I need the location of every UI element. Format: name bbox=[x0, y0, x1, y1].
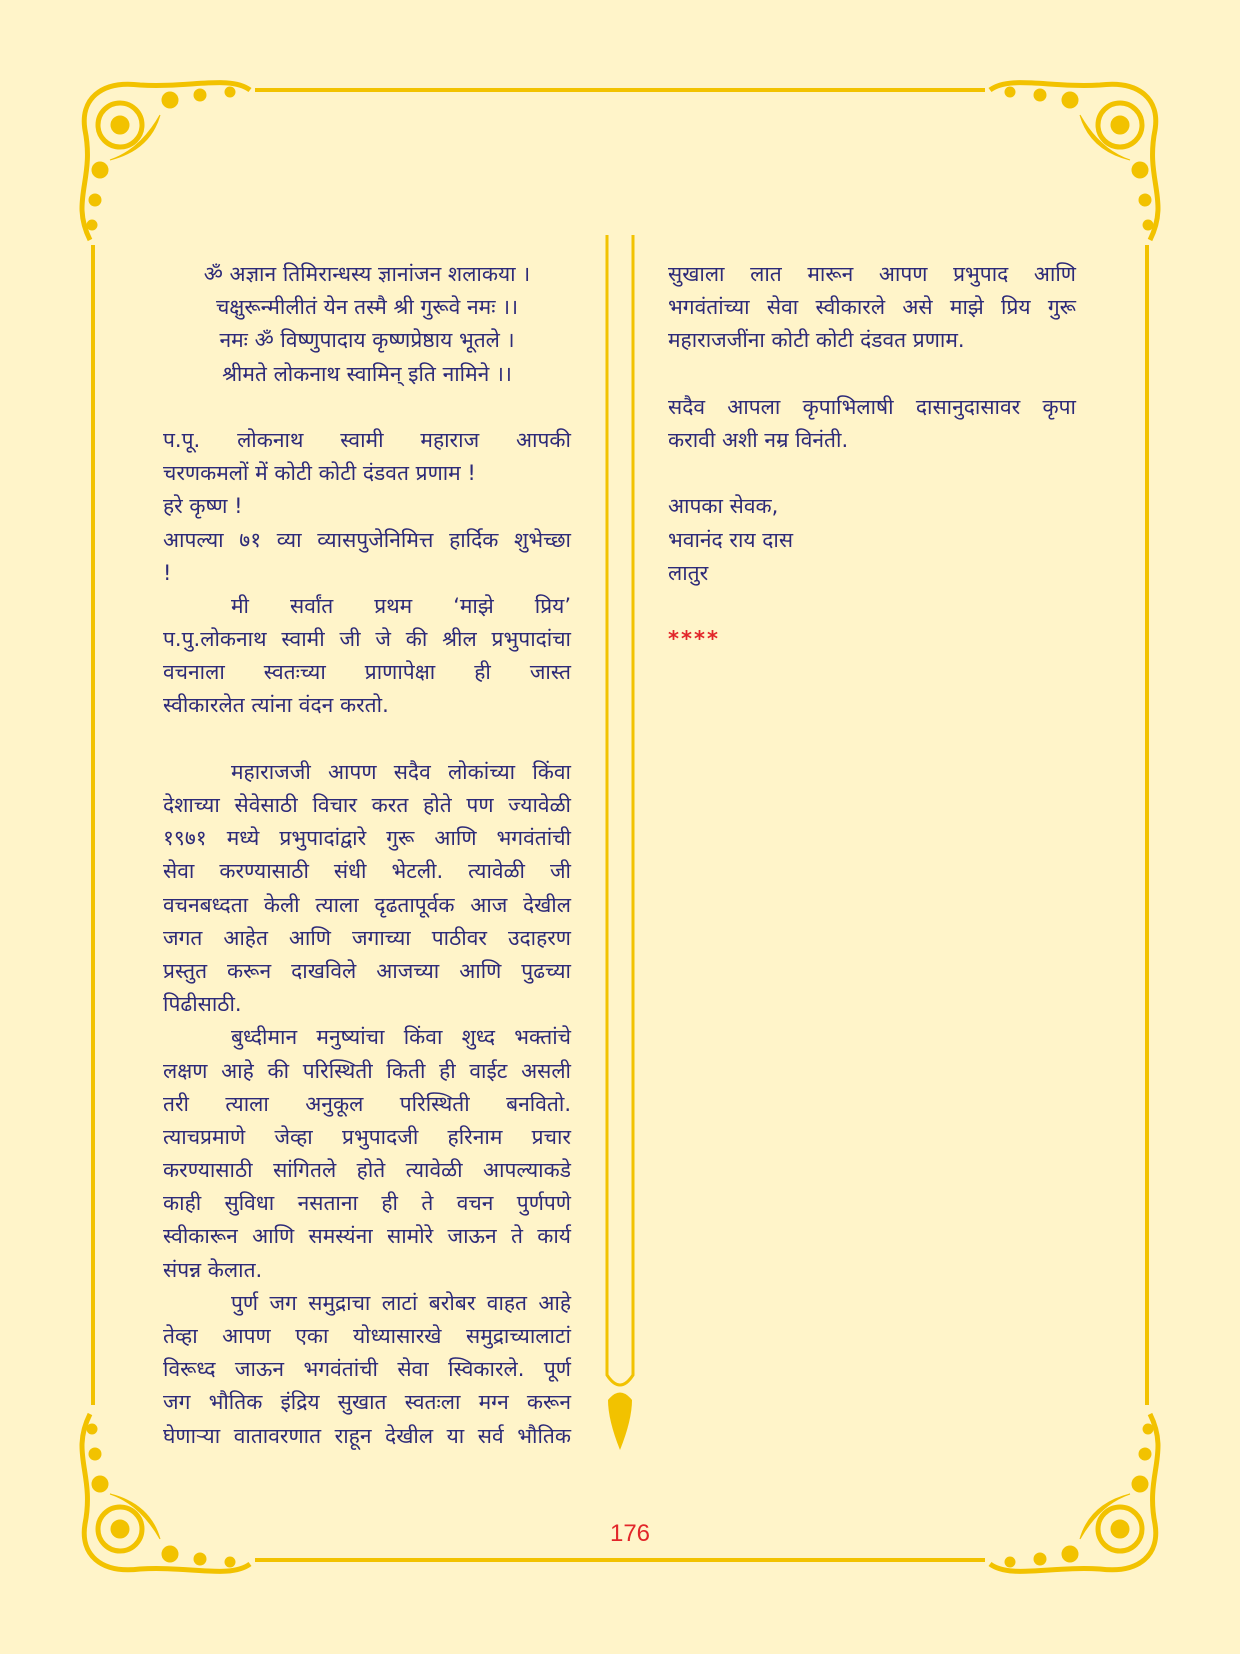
text-line: प्रस्तुत करून दाखविले आजच्या आणि पुढच्या bbox=[163, 958, 571, 983]
text-line: महाराजजी आपण सदैव लोकांच्या किंवा bbox=[231, 759, 571, 784]
text-line: मी सर्वांत प्रथम ‘माझे प्रिय’ bbox=[231, 593, 571, 618]
text-line: करावी अशी नम्र विनंती. bbox=[668, 427, 849, 452]
text-line: लक्षण आहे की परिस्थिती किती ही वाईट असली bbox=[163, 1058, 571, 1083]
text-line: पुर्ण जग समुद्राचा लाटां बरोबर वाहत आहे bbox=[231, 1290, 571, 1315]
blank-line bbox=[163, 723, 571, 756]
blank-line bbox=[668, 358, 1076, 391]
text-line: करण्यासाठी सांगितले होते त्यावेळी आपल्याकडे bbox=[163, 1158, 571, 1183]
text-line: स्वीकारून आणि समस्यंना सामोरे जाऊन ते कार्य bbox=[163, 1224, 571, 1249]
text-line: वचनबध्दता केली त्याला दृढतापूर्वक आज देखील bbox=[163, 892, 571, 917]
text-line: संपन्न केलात. bbox=[163, 1257, 263, 1282]
page-number: 176 bbox=[609, 1520, 651, 1547]
right-text-column bbox=[668, 258, 1076, 656]
text-line: जग भौतिक इंद्रिय सुखात स्वतःला मग्न करून bbox=[163, 1390, 571, 1415]
text-line: विरूध्द जाऊन भगवंतांची सेवा स्विकारले. पूर्ण bbox=[163, 1357, 571, 1382]
text-line: सदैव आपला कृपाभिलाषी दासानुदासावर कृपा bbox=[668, 394, 1076, 419]
divider-drop-icon bbox=[608, 1393, 632, 1451]
text-line: स्वीकारलेत त्यांना वंदन करतो. bbox=[163, 693, 389, 718]
text-line: पिढीसाठी. bbox=[163, 992, 242, 1017]
column-divider bbox=[607, 235, 633, 1385]
text-line: काही सुविधा नसताना ही ते वचन पुर्णपणे bbox=[163, 1191, 571, 1216]
text-line: आपका सेवक, bbox=[668, 494, 779, 519]
text-line: आपल्या ७१ व्या व्यासपुजेनिमित्त हार्दिक शुभेच्छा bbox=[163, 527, 571, 552]
text-line: भवानंद राय दास bbox=[668, 527, 794, 552]
text-line: वचनाला स्वतःच्या प्राणापेक्षा ही जास्त bbox=[163, 660, 571, 685]
text-line: देशाच्या सेवेसाठी विचार करत होते पण ज्यावेळी bbox=[163, 793, 571, 817]
blank-line bbox=[668, 590, 1076, 623]
text-line: श्रीमते लोकनाथ स्वामिन् इति नामिने ।। bbox=[222, 361, 512, 386]
text-line: चक्षुरून्मीलीतं येन तस्मै श्री गुरूवे नमः ।। bbox=[215, 295, 519, 320]
text-line: हरे कृष्ण ! bbox=[163, 494, 243, 519]
blank-line bbox=[163, 391, 571, 424]
text-line: तेव्हा आपण एका योध्यासारखे समुद्राच्यालाटां bbox=[163, 1324, 571, 1348]
text-line: तरी त्याला अनुकूल परिस्थिती बनवितो. bbox=[163, 1091, 571, 1116]
text-line: बुध्दीमान मनुष्यांचा किंवा शुध्द भक्तांचे bbox=[231, 1025, 571, 1050]
text-line: प.पू. लोकनाथ स्वामी महाराज आपकी bbox=[163, 427, 571, 452]
text-line: लातुर bbox=[668, 560, 709, 585]
text-line: प.पु.लोकनाथ स्वामी जी जे की श्रील प्रभुपादांचा bbox=[163, 627, 571, 652]
text-line: १९७१ मध्ये प्रभुपादांद्वारे गुरू आणि भगवंतांची bbox=[163, 826, 571, 851]
text-line: त्याचप्रमाणे जेव्हा प्रभुपादजी हरिनाम प्रचार bbox=[163, 1124, 571, 1149]
separator-stars: **** bbox=[668, 627, 720, 652]
text-line: नमः ॐ विष्णुपादाय कृष्णप्रेष्ठाय भूतले । bbox=[219, 328, 515, 353]
text-line: चरणकमलों में कोटी कोटी दंडवत प्रणाम ! bbox=[163, 461, 476, 486]
text-line: भगवंतांच्या सेवा स्वीकारले असे माझे प्रिय गुरू bbox=[668, 295, 1076, 320]
corner-ornament-icon bbox=[82, 83, 250, 240]
text-line: सेवा करण्यासाठी संधी भेटली. त्यावेळी जी bbox=[163, 859, 571, 884]
text-line: जगत आहेत आणि जगाच्या पाठीवर उदाहरण bbox=[163, 925, 571, 950]
text-line: ! bbox=[163, 560, 172, 585]
text-line: घेणाऱ्या वातावरणात राहून देखील या सर्व भौतिक bbox=[163, 1423, 571, 1448]
text-line: सुखाला लात मारून आपण प्रभुपाद आणि bbox=[668, 262, 1076, 286]
text-line: ॐ अज्ञान तिमिरान्धस्य ज्ञानांजन शलाकया । bbox=[203, 262, 531, 286]
text-line: महाराजजींना कोटी कोटी दंडवत प्रणाम. bbox=[668, 328, 965, 353]
left-text-column bbox=[163, 258, 571, 1453]
blank-line bbox=[668, 457, 1076, 490]
